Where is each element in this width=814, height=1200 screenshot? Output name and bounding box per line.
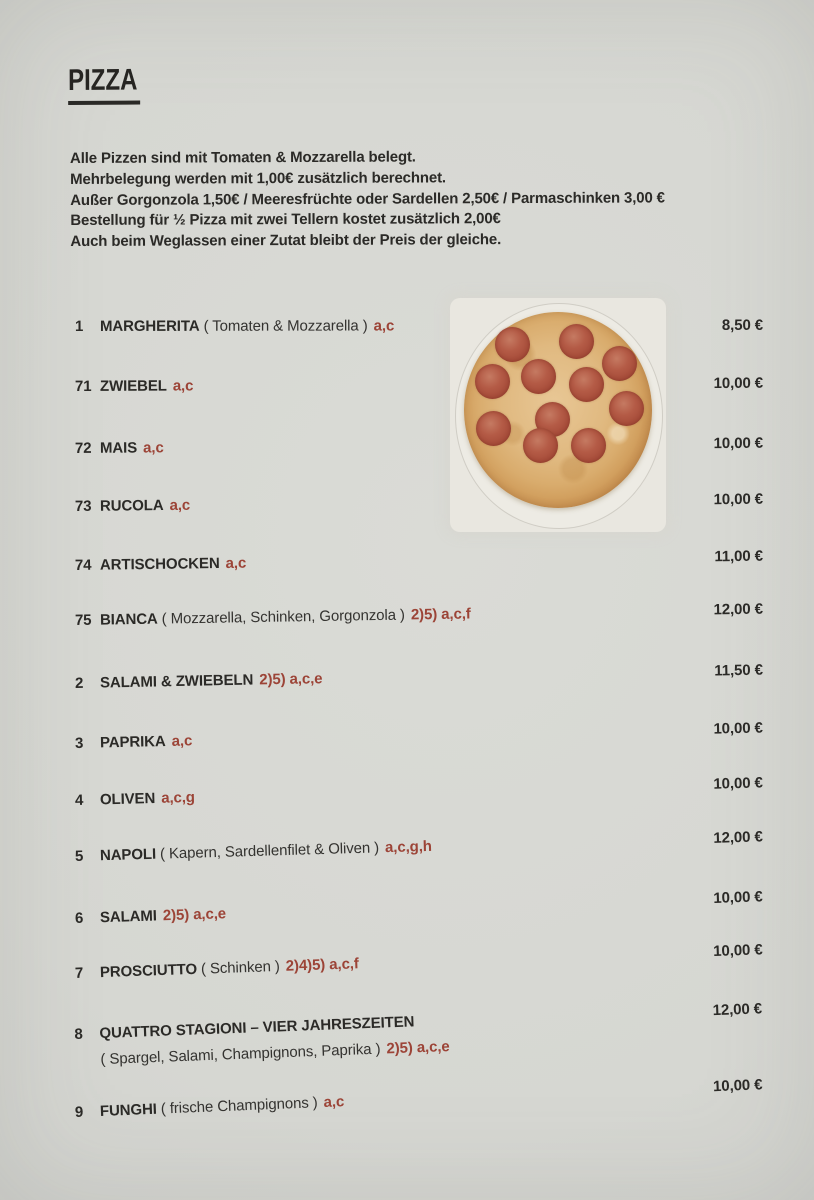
pizza-base: [464, 312, 652, 508]
item-number: 1: [74, 317, 84, 335]
item-number: 8: [74, 1025, 84, 1044]
menu-item-row: [75, 662, 763, 693]
item-price: 11,00 €: [714, 547, 764, 566]
item-number: 3: [74, 734, 84, 752]
allergen-codes: 2)4)5) a,c,f: [285, 955, 360, 975]
menu-item-row: [75, 720, 763, 753]
item-number: 73: [74, 497, 92, 515]
item-description: ( Mozzarella, Schinken, Gorgonzola ): [161, 606, 406, 628]
item-price: 10,00 €: [713, 774, 763, 793]
item-name: MARGHERITA: [99, 317, 200, 335]
item-number: 71: [74, 377, 92, 395]
item-price: 10,00 €: [713, 490, 764, 509]
allergen-codes: a,c: [143, 439, 164, 457]
intro-line: Bestellung für ½ Pizza mit zwei Tellern kostet zusätzlich 2,00€: [70, 210, 501, 230]
item-price: 10,00 €: [713, 719, 764, 738]
item-name: OLIVEN: [99, 789, 156, 809]
menu-item-row: [75, 317, 763, 336]
item-number: 7: [74, 964, 84, 982]
menu-item-row: [75, 828, 763, 866]
item-name: BIANCA: [99, 610, 158, 629]
menu-item-row: [75, 888, 763, 928]
item-price: 10,00 €: [713, 374, 764, 392]
allergen-codes: a,c: [171, 732, 193, 750]
salami-slice: [609, 391, 644, 426]
menu-item-row: [74, 1000, 763, 1070]
item-number: 5: [74, 847, 84, 865]
item-description: ( Kapern, Sardellenfilet & Oliven ): [159, 839, 380, 863]
intro-line: Auch beim Weglassen einer Zutat bleibt der Preis der gleiche.: [70, 231, 502, 251]
item-price: 10,00 €: [713, 888, 763, 907]
item-name: ARTISCHOCKEN: [99, 555, 220, 574]
menu-item-row: [75, 774, 763, 810]
allergen-codes: a,c: [323, 1093, 345, 1111]
item-price: 8,50 €: [721, 316, 764, 334]
item-number: 4: [74, 791, 84, 809]
item-name: NAPOLI: [99, 845, 157, 865]
menu-item-row: [75, 941, 763, 983]
intro-line: Alle Pizzen sind mit Tomaten & Mozzarella belegt.: [70, 148, 416, 167]
allergen-codes: 2)5) a,c,e: [259, 670, 323, 689]
allergen-codes: a,c: [373, 317, 395, 335]
item-name: MAIS: [99, 439, 138, 457]
item-name: RUCOLA: [99, 497, 164, 515]
allergen-codes: 2)5) a,c,f: [410, 605, 471, 624]
item-name: ZWIEBEL: [99, 377, 167, 395]
page-title: PIZZA: [68, 64, 140, 105]
item-price: 10,00 €: [713, 434, 764, 453]
item-description: ( Spargel, Salami, Champignons, Paprika ): [100, 1040, 381, 1069]
menu-item-row: [75, 1076, 763, 1122]
item-number: 75: [74, 611, 92, 629]
item-name: PAPRIKA: [99, 732, 166, 752]
item-name: SALAMI: [99, 907, 158, 927]
menu-item-row: [75, 375, 763, 396]
item-number: 6: [74, 909, 84, 927]
item-price: 11,50 €: [714, 661, 764, 680]
item-name: QUATTRO STAGIONI – VIER JAHRESZEITEN: [99, 1013, 415, 1043]
allergen-codes: 2)5) a,c,e: [162, 905, 227, 925]
item-price: 10,00 €: [712, 941, 763, 961]
menu-item-row: [75, 601, 763, 630]
menu-item-row: [75, 548, 763, 575]
item-name: SALAMI & ZWIEBELN: [99, 671, 254, 692]
allergen-codes: a,c: [169, 496, 191, 514]
allergen-codes: a,c: [225, 554, 247, 572]
allergen-codes: a,c,g: [160, 788, 196, 807]
item-price: 10,00 €: [712, 1076, 763, 1096]
item-name: FUNGHI: [99, 1100, 158, 1120]
item-number: 72: [74, 439, 92, 457]
item-description: ( frische Champignons ): [160, 1094, 318, 1118]
item-description: ( Tomaten & Mozzarella ): [203, 317, 368, 335]
allergen-codes: 2)5) a,c,e: [386, 1038, 450, 1058]
item-price: 12,00 €: [713, 828, 763, 847]
item-number: 74: [74, 556, 92, 574]
intro-line: Außer Gorgonzola 1,50€ / Meeresfrüchte oder Sardellen 2,50€ / Parmaschinken 3,00 €: [70, 188, 665, 209]
item-price: 12,00 €: [713, 600, 764, 619]
allergen-codes: a,c: [172, 377, 194, 395]
item-number: 9: [74, 1103, 84, 1121]
item-name: PROSCIUTTO: [99, 960, 198, 982]
allergen-codes: a,c,g,h: [384, 837, 433, 857]
intro-notes: [70, 146, 665, 253]
item-number: 2: [74, 674, 84, 692]
intro-line: Mehrbelegung werden mit 1,00€ zusätzlich berechnet.: [70, 169, 446, 188]
item-price: 12,00 €: [712, 1000, 763, 1020]
item-description: ( Schinken ): [200, 957, 281, 978]
